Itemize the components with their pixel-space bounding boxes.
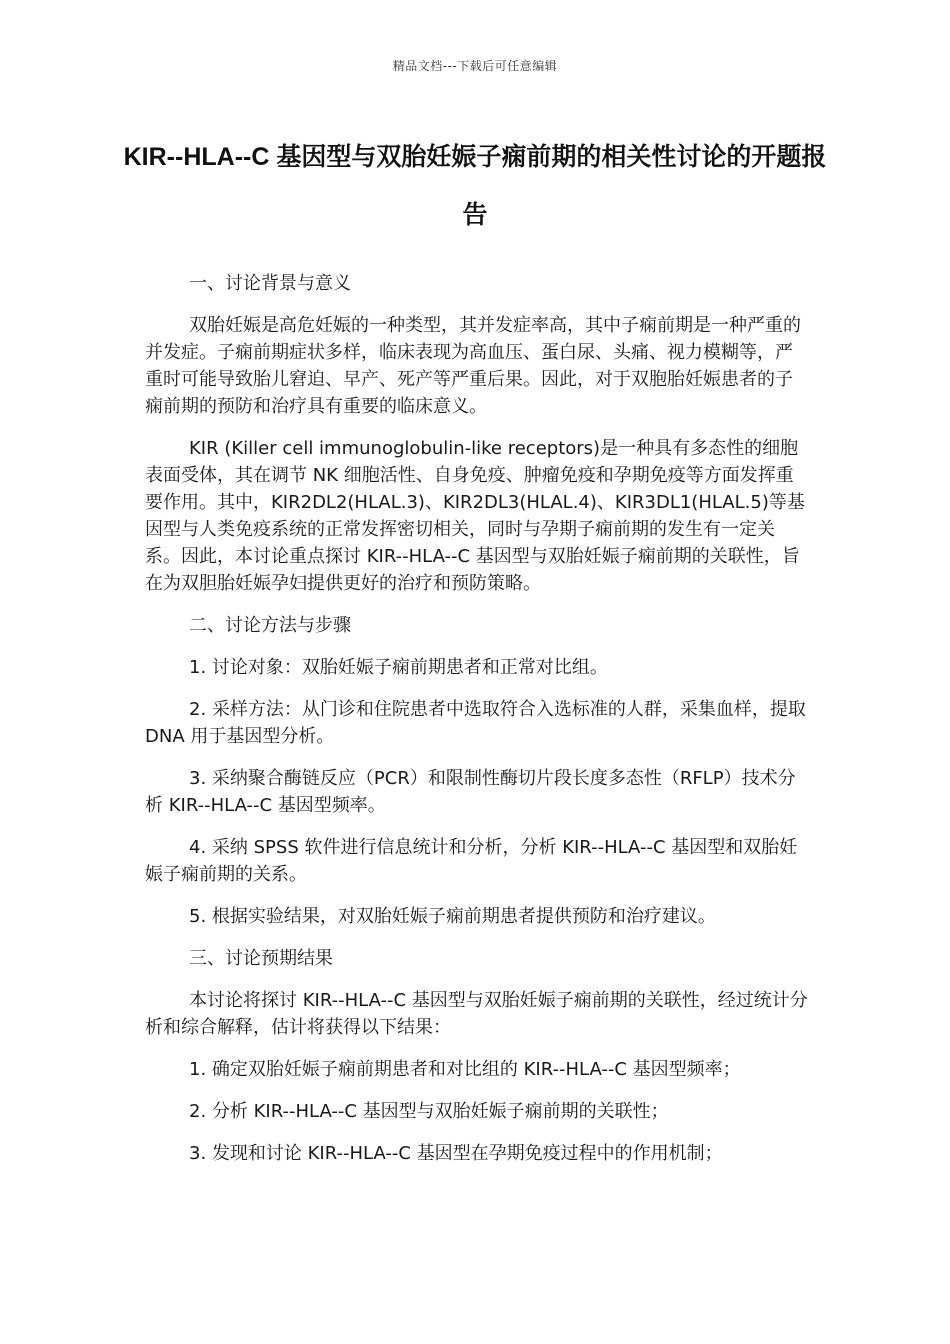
- paragraph-kir-intro: KIR (Killer cell immunoglobulin-like receptors)是一种具有多态性的细胞表面受体，其在调节 NK 细胞活性、自身免疫、肿瘤免疫和孕期免疫等方面发挥重要作用。其中，KIR2DL2(HLAL.3)、KIR2DL3(HLAL.4)、KIR3DL1(HLAL.5)等基因型与人类免疫系统的正常发挥密切相关，同时与孕期子痫前期的发生有一定关系。因此，本讨论重点探讨 KIR--HLA--C 基因型与双胎妊娠子痫前期的关联性，旨在为双胆胎妊娠孕妇提供更好的治疗和预防策略。: [145, 438, 805, 594]
- list-item-method-3: 3. 采纳聚合酶链反应（PCR）和限制性酶切片段长度多态性（RFLP）技术分析 KIR--HLA--C 基因型频率。: [145, 768, 796, 816]
- section-heading-methods: 二、讨论方法与步骤: [189, 615, 351, 636]
- list-item-result-1: 1. 确定双胎妊娠子痫前期患者和对比组的 KIR--HLA--C 基因型频率；: [189, 1059, 741, 1080]
- page-header-watermark: 精品文档---下载后可任意编辑: [392, 59, 558, 73]
- document-body: [145, 270, 810, 1182]
- paragraph-expected-intro: 本讨论将探讨 KIR--HLA--C 基因型与双胎妊娠子痫前期的关联性，经过统计分析和综合解释，估计将获得以下结果：: [145, 990, 808, 1038]
- list-item-result-3: 3. 发现和讨论 KIR--HLA--C 基因型在孕期免疫过程中的作用机制；: [189, 1143, 723, 1164]
- list-item-method-2: 2. 采样方法：从门诊和住院患者中选取符合入选标准的人群，采集血样，提取 DNA 用于基因型分析。: [145, 699, 806, 747]
- document-title: KIR--HLA--C 基因型与双胎妊娠子痫前期的相关性讨论的开题报告: [123, 143, 827, 229]
- list-item-method-4: 4. 采纳 SPSS 软件进行信息统计和分析，分析 KIR--HLA--C 基因型和双胎妊娠子痫前期的关系。: [145, 837, 798, 885]
- paragraph-twin-pregnancy: 双胎妊娠是高危妊娠的一种类型，其并发症率高，其中子痫前期是一种严重的并发症。子痫前期症状多样，临床表现为高血压、蛋白尿、头痛、视力模糊等，严重时可能导致胎儿窘迫、早产、死产等严重后果。因此，对于双胞胎妊娠患者的子痫前期的预防和治疗具有重要的临床意义。: [145, 315, 801, 417]
- section-heading-background: 一、讨论背景与意义: [189, 273, 351, 294]
- section-heading-expected-results: 三、讨论预期结果: [189, 948, 333, 969]
- list-item-method-5: 5. 根据实验结果，对双胎妊娠子痫前期患者提供预防和治疗建议。: [189, 906, 716, 927]
- list-item-method-1: 1. 讨论对象：双胎妊娠子痫前期患者和正常对比组。: [189, 657, 608, 678]
- list-item-result-2: 2. 分析 KIR--HLA--C 基因型与双胎妊娠子痫前期的关联性；: [189, 1101, 669, 1122]
